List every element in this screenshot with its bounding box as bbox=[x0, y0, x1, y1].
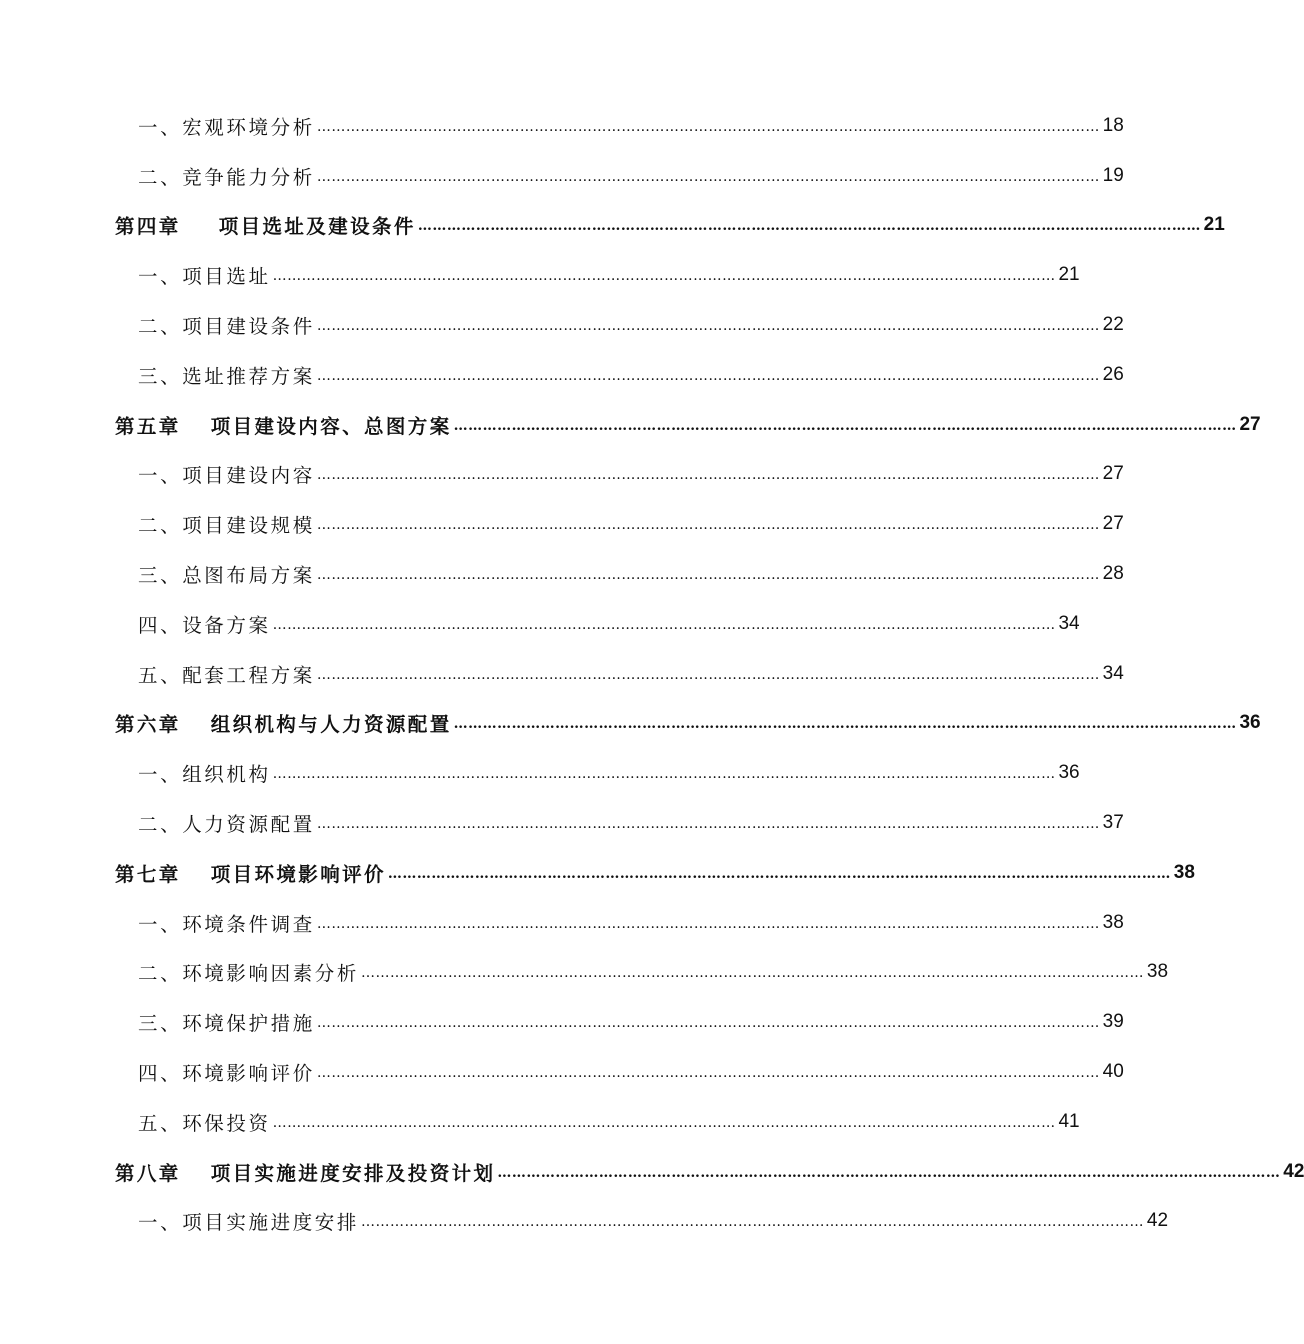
toc-entry[interactable] bbox=[0, 1197, 1169, 1247]
toc-entry[interactable] bbox=[0, 997, 1124, 1047]
toc-page-number: 36 bbox=[1239, 712, 1261, 734]
toc-entry[interactable] bbox=[0, 300, 1124, 350]
toc-chapter-title bbox=[115, 411, 452, 439]
toc-dot-leader: ……………………………………………………………………………………………………………………………………………… bbox=[417, 218, 1201, 235]
toc-entry[interactable] bbox=[0, 250, 1080, 300]
toc-entry-title: 三、选址推荐方案 bbox=[138, 364, 315, 388]
toc-entry-title: 二、项目建设规模 bbox=[138, 514, 315, 538]
toc-entry-title: 一、项目选址 bbox=[138, 265, 271, 289]
toc-page-number: 34 bbox=[1102, 662, 1124, 684]
toc-dot-leader: ……………………………………………………………………………………………………………………………………………… bbox=[316, 1015, 1100, 1032]
toc-chapter-number: 第五章 bbox=[115, 414, 181, 438]
toc-dot-leader: ……………………………………………………………………………………………………………………………………………… bbox=[316, 467, 1100, 484]
toc-chapter-title bbox=[115, 859, 386, 887]
toc-dot-leader: ……………………………………………………………………………………………………………………………………………… bbox=[316, 1065, 1100, 1082]
toc-chapter-number: 第七章 bbox=[115, 862, 181, 886]
toc-entry-title: 一、项目实施进度安排 bbox=[138, 1211, 360, 1235]
toc-page-number: 21 bbox=[1058, 264, 1080, 286]
toc-dot-leader: ……………………………………………………………………………………………………………………………………………… bbox=[316, 318, 1100, 335]
toc-entry[interactable] bbox=[0, 549, 1124, 599]
table-of-contents bbox=[0, 101, 1304, 1246]
toc-entry-title: 五、环保投资 bbox=[138, 1111, 271, 1135]
toc-page-number: 41 bbox=[1058, 1110, 1080, 1132]
toc-entry[interactable] bbox=[0, 948, 1169, 998]
toc-chapter-name: 组织机构与人力资源配置 bbox=[210, 713, 452, 737]
toc-dot-leader: ……………………………………………………………………………………………………………………………………………… bbox=[316, 816, 1100, 833]
toc-entry[interactable] bbox=[0, 649, 1124, 699]
toc-entry[interactable] bbox=[0, 798, 1124, 848]
toc-entry[interactable] bbox=[0, 599, 1080, 649]
toc-chapter-name: 项目建设内容、总图方案 bbox=[210, 414, 452, 438]
toc-page-number: 21 bbox=[1203, 214, 1225, 236]
toc-page-number: 39 bbox=[1102, 1011, 1124, 1033]
toc-chapter-name: 项目实施进度安排及投资计划 bbox=[210, 1161, 496, 1185]
toc-page-number: 28 bbox=[1102, 563, 1124, 585]
toc-chapter-number: 第八章 bbox=[115, 1161, 181, 1185]
toc-page-number: 19 bbox=[1102, 164, 1124, 186]
toc-dot-leader: ……………………………………………………………………………………………………………………………………………… bbox=[361, 965, 1145, 982]
toc-page-number: 27 bbox=[1239, 413, 1261, 435]
toc-entry-title: 五、配套工程方案 bbox=[138, 663, 315, 687]
toc-page-number: 42 bbox=[1283, 1160, 1304, 1182]
toc-chapter-number: 第六章 bbox=[115, 713, 181, 737]
toc-dot-leader: ……………………………………………………………………………………………………………………………………………… bbox=[316, 567, 1100, 584]
toc-dot-leader: ……………………………………………………………………………………………………………………………………………… bbox=[316, 118, 1100, 135]
toc-chapter-title bbox=[115, 211, 416, 239]
toc-page-number: 18 bbox=[1102, 114, 1124, 136]
toc-entry-title: 二、环境影响因素分析 bbox=[138, 962, 360, 986]
toc-entry-title: 一、环境条件调查 bbox=[138, 912, 315, 936]
toc-dot-leader: ……………………………………………………………………………………………………………………………………………… bbox=[453, 417, 1237, 434]
toc-chapter-title bbox=[115, 709, 452, 737]
toc-page-number: 37 bbox=[1102, 812, 1124, 834]
toc-page-number: 38 bbox=[1146, 961, 1169, 983]
toc-dot-leader: ……………………………………………………………………………………………………………………………………………… bbox=[453, 716, 1237, 733]
toc-chapter-title bbox=[115, 1158, 495, 1186]
toc-chapter-entry[interactable] bbox=[0, 699, 1261, 749]
toc-chapter-name: 项目选址及建设条件 bbox=[218, 215, 416, 239]
toc-dot-leader: ……………………………………………………………………………………………………………………………………………… bbox=[361, 1214, 1145, 1231]
toc-dot-leader: ……………………………………………………………………………………………………………………………………………… bbox=[316, 168, 1100, 185]
toc-dot-leader: ……………………………………………………………………………………………………………………………………………… bbox=[316, 517, 1100, 534]
toc-page-number: 27 bbox=[1102, 463, 1124, 485]
toc-page-number: 40 bbox=[1102, 1061, 1124, 1083]
toc-page-number: 22 bbox=[1102, 314, 1124, 336]
toc-dot-leader: ……………………………………………………………………………………………………………………………………………… bbox=[316, 666, 1100, 683]
toc-page-number: 34 bbox=[1058, 612, 1080, 634]
toc-entry-title: 一、组织机构 bbox=[138, 763, 271, 787]
toc-dot-leader: ……………………………………………………………………………………………………………………………………………… bbox=[387, 865, 1171, 882]
toc-page-number: 36 bbox=[1058, 762, 1080, 784]
toc-entry[interactable] bbox=[0, 748, 1080, 798]
toc-entry-title: 三、环境保护措施 bbox=[138, 1012, 315, 1036]
toc-dot-leader: ……………………………………………………………………………………………………………………………………………… bbox=[272, 268, 1056, 285]
toc-entry[interactable] bbox=[0, 499, 1124, 549]
toc-chapter-entry[interactable] bbox=[0, 201, 1225, 251]
toc-entry-title: 二、人力资源配置 bbox=[138, 813, 315, 837]
toc-entry-title: 二、项目建设条件 bbox=[138, 315, 315, 339]
toc-entry-title: 二、竞争能力分析 bbox=[138, 165, 315, 189]
toc-entry[interactable] bbox=[0, 101, 1124, 151]
toc-entry[interactable] bbox=[0, 151, 1124, 201]
toc-entry-title: 一、宏观环境分析 bbox=[138, 115, 315, 139]
toc-chapter-name: 项目环境影响评价 bbox=[210, 862, 386, 886]
toc-entry[interactable] bbox=[0, 1097, 1080, 1147]
toc-entry[interactable] bbox=[0, 450, 1124, 500]
toc-page-number: 38 bbox=[1173, 861, 1195, 883]
toc-entry-title: 三、总图布局方案 bbox=[138, 564, 315, 588]
toc-page-number: 38 bbox=[1102, 911, 1124, 933]
toc-chapter-entry[interactable] bbox=[0, 400, 1261, 450]
toc-chapter-entry[interactable] bbox=[0, 848, 1195, 898]
toc-page-number: 26 bbox=[1102, 363, 1124, 385]
toc-page-number: 27 bbox=[1102, 513, 1124, 535]
toc-chapter-number: 第四章 bbox=[115, 215, 181, 239]
toc-page-number: 42 bbox=[1146, 1210, 1169, 1232]
toc-entry[interactable] bbox=[0, 350, 1124, 400]
toc-dot-leader: ……………………………………………………………………………………………………………………………………………… bbox=[316, 367, 1100, 384]
toc-dot-leader: ……………………………………………………………………………………………………………………………………………… bbox=[497, 1164, 1281, 1181]
toc-entry[interactable] bbox=[0, 1047, 1124, 1097]
toc-entry[interactable] bbox=[0, 898, 1124, 948]
toc-chapter-entry[interactable] bbox=[0, 1147, 1304, 1197]
toc-entry-title: 四、设备方案 bbox=[138, 613, 271, 637]
toc-entry-title: 一、项目建设内容 bbox=[138, 464, 315, 488]
toc-dot-leader: ……………………………………………………………………………………………………………………………………………… bbox=[272, 1114, 1056, 1131]
toc-dot-leader: ……………………………………………………………………………………………………………………………………………… bbox=[272, 766, 1056, 783]
toc-entry-title: 四、环境影响评价 bbox=[138, 1062, 315, 1086]
toc-dot-leader: ……………………………………………………………………………………………………………………………………………… bbox=[316, 915, 1100, 932]
toc-dot-leader: ……………………………………………………………………………………………………………………………………………… bbox=[272, 616, 1056, 633]
